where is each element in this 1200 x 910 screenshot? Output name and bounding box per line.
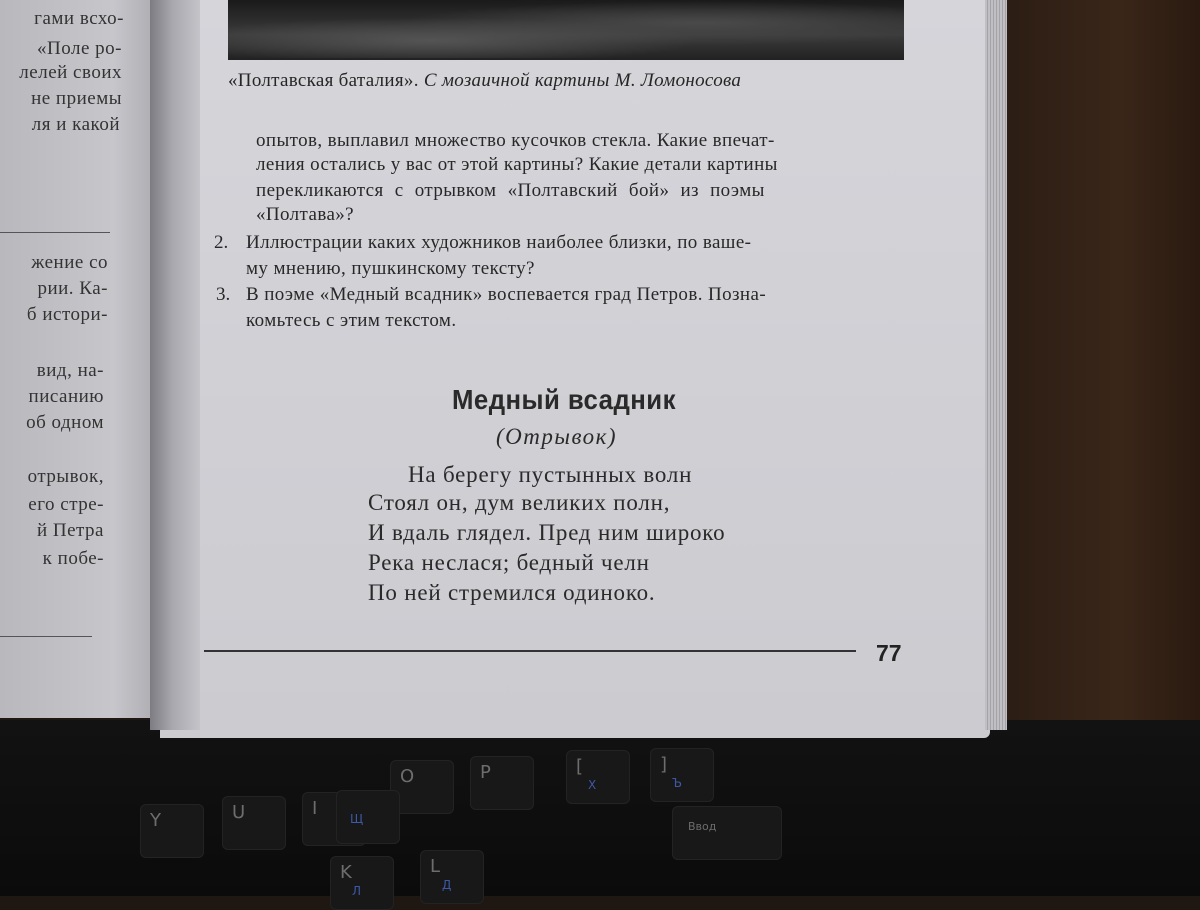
left-footer-rule xyxy=(0,636,92,637)
poem-line: И вдаль глядел. Пред ним широко xyxy=(368,520,726,545)
page-number: 77 xyxy=(876,640,902,666)
left-text-line: ля и какой xyxy=(31,114,120,135)
poem-line: Река неслася; бедный челн xyxy=(368,550,650,575)
key-p[interactable]: P xyxy=(470,756,534,810)
page-edges xyxy=(985,0,1007,730)
poem-title: Медный всадник xyxy=(452,384,676,415)
key-i[interactable]: I xyxy=(302,792,366,846)
question-1-line: «Полтава»? xyxy=(256,204,355,225)
poem-line: По ней стремился одиноко. xyxy=(368,580,656,605)
poem-subtitle: (Отрывок) xyxy=(496,424,618,449)
left-text-line: вид, на- xyxy=(36,360,104,381)
key-shch[interactable]: Щ xyxy=(336,790,400,844)
key-bracket-left[interactable]: [ Х xyxy=(566,750,630,804)
painting-caption xyxy=(228,70,904,92)
caption-title: «Полтавская баталия». xyxy=(228,70,419,91)
key-o[interactable]: O xyxy=(390,760,454,814)
left-text-line: отрывок, xyxy=(27,466,104,487)
poem-line: Стоял он, дум великих полн, xyxy=(368,490,671,515)
painting-illustration xyxy=(228,0,904,60)
question-1-line: ления остались у вас от этой картины? Какие детали картины xyxy=(256,154,778,175)
key-bracket-right[interactable]: ] Ъ xyxy=(650,748,714,802)
key-enter[interactable]: Ввод xyxy=(672,806,782,860)
left-text-line: не приемы xyxy=(31,88,122,109)
question-2-number: 2. xyxy=(214,232,229,253)
question-2-line: Иллюстрации каких художников наиболее близки, по ваше- xyxy=(246,232,752,253)
poem-line: На берегу пустынных волн xyxy=(408,462,693,487)
question-3-line: В поэме «Медный всадник» воспевается град Петров. Позна- xyxy=(246,284,767,305)
left-text-line: рии. Ка- xyxy=(37,278,108,299)
left-page xyxy=(0,0,162,718)
left-text-line: его стре- xyxy=(28,494,104,515)
question-3-number: 3. xyxy=(216,284,231,305)
right-page xyxy=(160,0,990,738)
left-text-line: жение со xyxy=(31,252,108,273)
question-1-line: опытов, выплавил множество кусочков стекла. Какие впечат- xyxy=(256,130,775,151)
left-text-line: «Поле ро- xyxy=(37,38,122,59)
left-text-line: й Петра xyxy=(36,520,104,541)
left-text-line: б истори- xyxy=(26,304,108,325)
keyboard xyxy=(0,720,1200,896)
question-3-line: комьтесь с этим текстом. xyxy=(246,310,457,331)
key-y[interactable]: Y xyxy=(140,804,204,858)
left-divider xyxy=(0,232,110,233)
key-k[interactable]: K Л xyxy=(330,856,394,910)
left-text-line: к побе- xyxy=(42,548,104,569)
caption-source: С мозаичной картины М. Ломоносова xyxy=(423,70,742,91)
left-text-line: об одном xyxy=(26,412,104,433)
left-text-line: гами всхо- xyxy=(34,8,124,29)
left-text-line: лелей своих xyxy=(19,62,122,83)
key-u[interactable]: U xyxy=(222,796,286,850)
key-l[interactable]: L Д xyxy=(420,850,484,904)
footer-rule xyxy=(204,650,856,652)
book-gutter xyxy=(150,0,200,730)
question-2-line: му мнению, пушкинскому тексту? xyxy=(246,258,535,279)
table-surface xyxy=(1000,0,1200,740)
left-text-line: писанию xyxy=(28,386,104,407)
question-1-line: перекликаются с отрывком «Полтавский бой» из поэмы xyxy=(256,180,765,201)
